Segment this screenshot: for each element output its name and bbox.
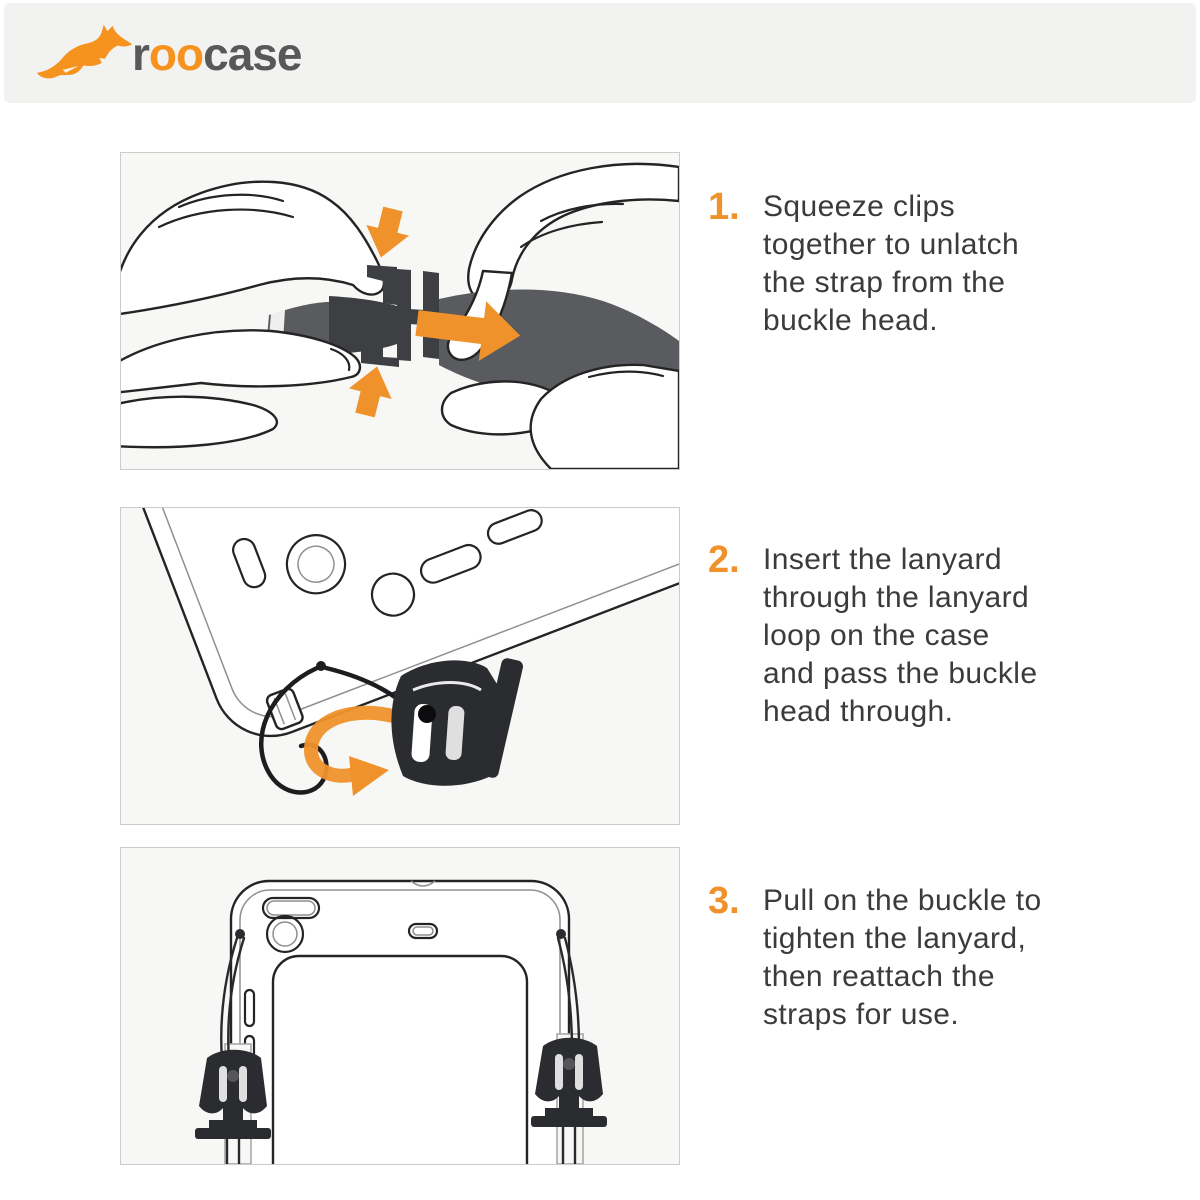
step3-number: 3. — [708, 880, 740, 922]
step2-text — [763, 541, 1037, 731]
step2-line: loop on the case — [763, 619, 990, 652]
step1-line: together to unlatch — [763, 228, 1020, 261]
logo-text-case: case — [203, 28, 302, 80]
logo-text — [132, 28, 302, 80]
step1-illustration-panel — [120, 152, 680, 470]
step2-line: head through. — [763, 695, 954, 728]
tablet-case — [231, 881, 569, 1164]
step2-illustration-panel — [120, 507, 680, 825]
roocase-logo — [34, 21, 301, 81]
logo-text-r: r — [132, 28, 149, 80]
step3-text-block — [708, 882, 1138, 1034]
header-bar — [4, 3, 1196, 103]
step2-line: through the lanyard — [763, 581, 1030, 614]
step2-number: 2. — [708, 539, 740, 581]
step1-line: the strap from the — [763, 266, 1006, 299]
step2-line: and pass the buckle — [763, 657, 1038, 690]
step1-text — [763, 188, 1019, 340]
step3-text — [763, 882, 1042, 1034]
step1-line: Squeeze clips — [763, 190, 955, 223]
logo-text-oo: oo — [148, 28, 204, 80]
step2-text-block — [708, 541, 1138, 731]
step3-line: straps for use. — [763, 998, 960, 1031]
tablet-case-illustration — [121, 848, 679, 1164]
step3-illustration-panel — [120, 847, 680, 1165]
buckle-head — [391, 657, 524, 786]
step3-line: then reattach the — [763, 960, 995, 993]
step1-number: 1. — [708, 186, 740, 228]
step3-line: Pull on the buckle to — [763, 884, 1042, 917]
step1-line: buckle head. — [763, 304, 938, 337]
kangaroo-icon — [34, 21, 138, 81]
step3-line: tighten the lanyard, — [763, 922, 1027, 955]
step2-line: Insert the lanyard — [763, 543, 1002, 576]
step1-text-block — [708, 188, 1138, 340]
lanyard-loop-illustration — [121, 508, 679, 824]
squeeze-clips-illustration — [121, 153, 679, 469]
